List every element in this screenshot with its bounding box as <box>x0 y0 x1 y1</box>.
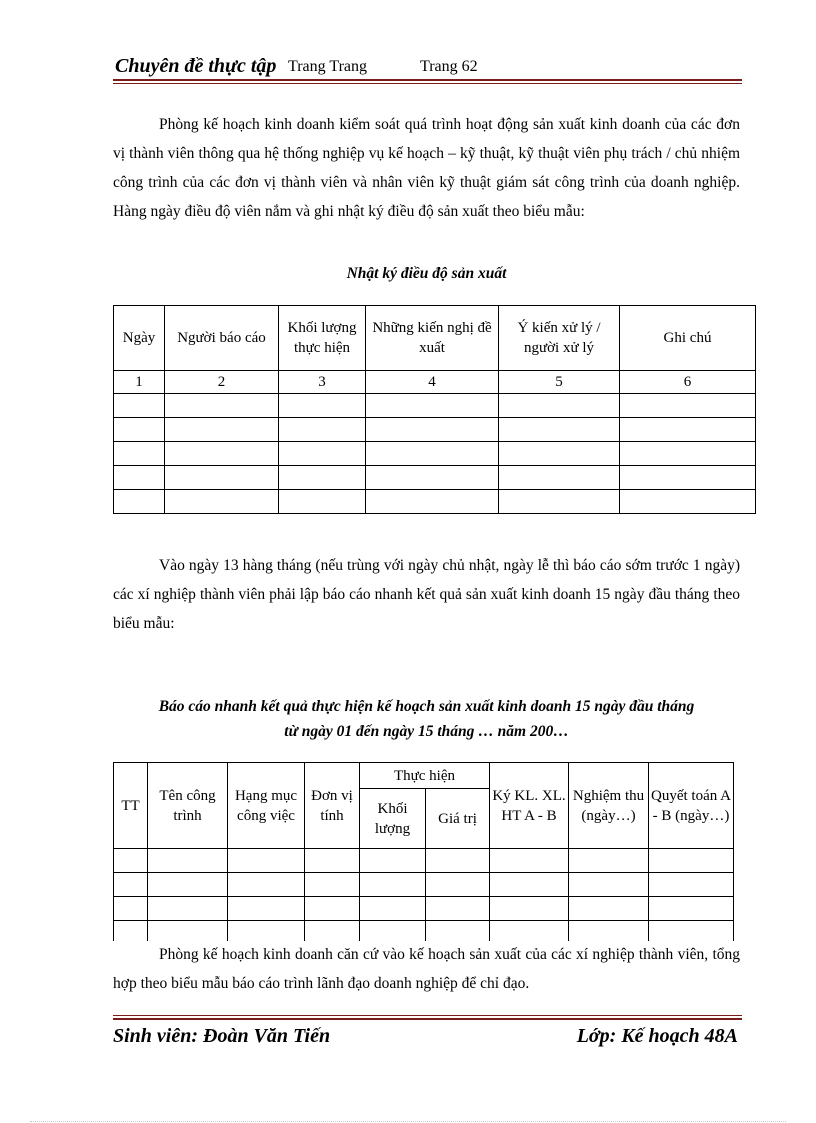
dispatch-log-table <box>113 305 756 514</box>
table1-number-cell: 3 <box>279 371 366 394</box>
table2-header-value: Giá trị <box>426 789 490 849</box>
table-row <box>114 490 756 514</box>
table2-caption-line1: Báo cáo nhanh kết quả thực hiện kế hoạch sản xuất kinh doanh 15 ngày đầu tháng <box>158 698 695 715</box>
table2-header-acceptance: Nghiệm thu (ngày…) <box>569 763 649 849</box>
table-row <box>114 418 756 442</box>
table1-number-cell: 6 <box>620 371 756 394</box>
table1-number-cell: 4 <box>366 371 499 394</box>
table1-header-cell: Những kiến nghị đề xuất <box>366 306 499 371</box>
table2-header-tt: TT <box>114 763 148 849</box>
table2-header-volume: Khối lượng <box>360 789 426 849</box>
table2-header-signed: Ký KL. XL. HT A - B <box>490 763 569 849</box>
paragraph-intro: Phòng kế hoạch kinh doanh kiểm soát quá trình hoạt động sản xuất kinh doanh của các đơn vị thành viên thông qua hệ thống nghiệp vụ kế hoạch – kỹ thuật, kỹ thuật viên phụ trách / chủ nhiệm công trình của các đơn vị thành viên và nhân viên kỹ thuật giám sát công trình của doanh nghiệp. Hàng ngày điều độ viên nắm và ghi nhật ký điều độ sản xuất theo biểu mẫu: <box>113 116 740 220</box>
table1-header-cell: Khối lượng thực hiện <box>279 306 366 371</box>
table-row <box>114 897 734 921</box>
quick-report-table <box>113 762 734 941</box>
table1-caption: Nhật ký điều độ sản xuất <box>346 265 507 282</box>
footer-rule-thick <box>113 1018 742 1020</box>
table2-header-settlement: Quyết toán A - B (ngày…) <box>649 763 734 849</box>
table-row <box>114 466 756 490</box>
table-row <box>114 442 756 466</box>
table1-header-cell: Ngày <box>114 306 165 371</box>
paragraph-summary: Phòng kế hoạch kinh doanh căn cứ vào kế hoạch sản xuất của các xí nghiệp thành viên, tổng hợp theo biểu mẫu báo cáo trình lãnh đạo doanh nghiệp để chỉ đạo. <box>113 946 740 992</box>
paragraph-report-schedule: Vào ngày 13 hàng tháng (nếu trùng với ngày chủ nhật, ngày lễ thì báo cáo sớm trước 1 ngày) các xí nghiệp thành viên phải lập báo cáo nhanh kết quả sản xuất kinh doanh 15 ngày đầu tháng theo biểu mẫu: <box>113 557 740 632</box>
table1-header-cell: Ý kiến xử lý / người xử lý <box>499 306 620 371</box>
header-rule-thin <box>113 83 742 84</box>
table1-header-cell: Người báo cáo <box>165 306 279 371</box>
table-row <box>114 873 734 897</box>
table2-header-performed: Thực hiện <box>360 763 490 789</box>
header-page-number: Trang 62 <box>420 58 478 75</box>
table1-number-cell: 1 <box>114 371 165 394</box>
footer-rule-thin <box>113 1015 742 1016</box>
table1-number-cell: 5 <box>499 371 620 394</box>
table2-caption-line2: từ ngày 01 đến ngày 15 tháng … năm 200… <box>284 723 569 740</box>
footer-student: Sinh viên: Đoàn Văn Tiến <box>113 1025 331 1047</box>
header-title: Chuyên đề thực tập <box>115 55 277 77</box>
table1-header-cell: Ghi chú <box>620 306 756 371</box>
table-row <box>114 849 734 873</box>
table-row <box>114 394 756 418</box>
header-subtitle: Trang Trang <box>288 58 367 75</box>
table2-header-work-item: Hạng mục công việc <box>228 763 305 849</box>
table2-header-project: Tên công trình <box>148 763 228 849</box>
table-row <box>114 921 734 941</box>
table1-number-cell: 2 <box>165 371 279 394</box>
footer-class: Lớp: Kế hoạch 48A <box>576 1025 738 1047</box>
header-rule-thick <box>113 79 742 81</box>
table2-header-unit: Đơn vị tính <box>305 763 360 849</box>
